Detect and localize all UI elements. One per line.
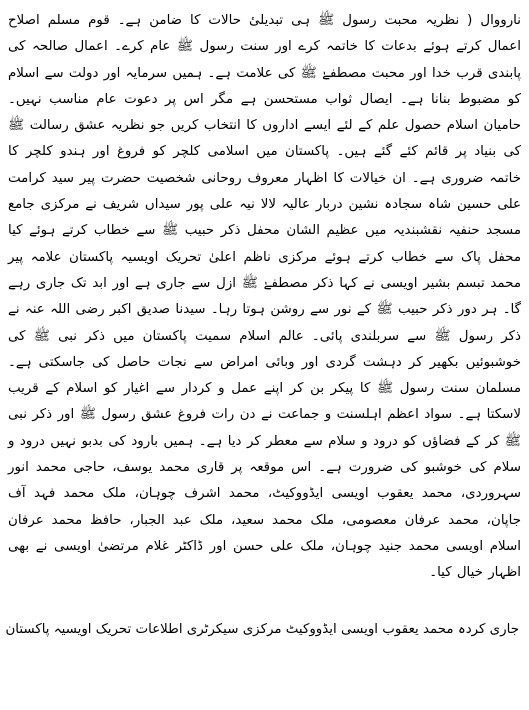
article-body: نارووال ( نظریہ محبت رسول ﷺ ہی تبدیلیٔ حالات کا ضامن ہے۔ قوم مسلم اصلاح اعمال کرتے ہوئے بدعات کا خاتمہ کرے اور سنت رسول ﷺ عام کرے۔ اعمال صالحہ کی پابندی قرب خدا اور محبت مصطفےٰ ﷺ کی علامت ہے۔ ہمیں سرمایہ اور دولت سے اسلام کو مضبوط بنانا ہے۔ ایصال ثواب مستحسن ہے مگر اس پر دعوت عام مناسب نہیں۔ حامیان اسلام حصول علم کے لئے ایسے اداروں کا انتخاب کریں جو نظریہ عشق رسالت ﷺ کی بنیاد پر قائم کئے گئے ہیں۔ پاکستان میں اسلامی کلچر کو فروغ اور ہندو کلچر کا خاتمہ ضروری ہے۔ ان خیالات کا اظہار معروف روحانی شخصیت حضرت پیر سید کرامت علی حسین شاہ سجادہ نشین دربار عالیہ لالا نیہ علی پور سیداں شریف نے مرکزی جامع مسجد حنفیہ نقشبندیہ میں عظیم الشان محفل ذکر حبیب ﷺ سے خطاب کرتے ہوئے کیا محفل پاک سے خطاب کرتے ہوئے مرکزی ناظم اعلیٰ تحریک اویسیہ پاکستان علامہ پیر محمد تبسم بشیر اویسی نے کہا ذکر مصطفےٰ ﷺ ازل سے جاری ہے اور ابد تک جاری رہے گا۔ ہر دور ذکر حبیب ﷺ کے نور سے روشن ہوتا رہا۔ سیدنا صدیق اکبر رضی اللہ عنہ نے ذکر رسول ﷺ سے سربلندی پائی۔ عالم اسلام سمیت پاکستان میں ذکر نبی ﷺ کی خوشبوئیں بکھیر کر دہشت گردی اور وبائی امراض سے نجات حاصل کی جاسکتی ہے۔ مسلمان سنت رسول ﷺ کا پیکر بن کر اپنے عمل و کردار سے اغیار کو اسلام کے قریب لاسکتا ہے۔ سواد اعظم اہلسنت و جماعت نے دن رات فروغ عشق رسول ﷺ اور ذکر نبی ﷺ کر کے فضاؤں کو درود و سلام سے معطر کر دیا ہے۔ ہمیں بارود کی بدبو نہیں درود و سلام کی خوشبو کی ضرورت ہے۔ اس موقعہ پر قاری محمد یوسف، حاجی محمد انور سہروردی، محمد یعقوب اویسی ایڈووکیٹ، محمد اشرف چوہان، ملک محمد فہد آف جاپان، محمد عرفان معصومی، ملک محمد سعید، ملک عبد الجبار، حافظ محمد عرفان اسلام اویسی محمد جنید چوہان، ملک علی حسن اور ڈاکٹر غلام مرتضیٰ اویسی نے بھی اظہار خیال کیا۔: [8, 13, 521, 581]
issued-by-line: جاری کردہ محمد یعقوب اویسی ایڈووکیٹ مرکزی سیکرٹری اطلاعات تحریک اویسیہ پاکستان: [5, 622, 519, 637]
